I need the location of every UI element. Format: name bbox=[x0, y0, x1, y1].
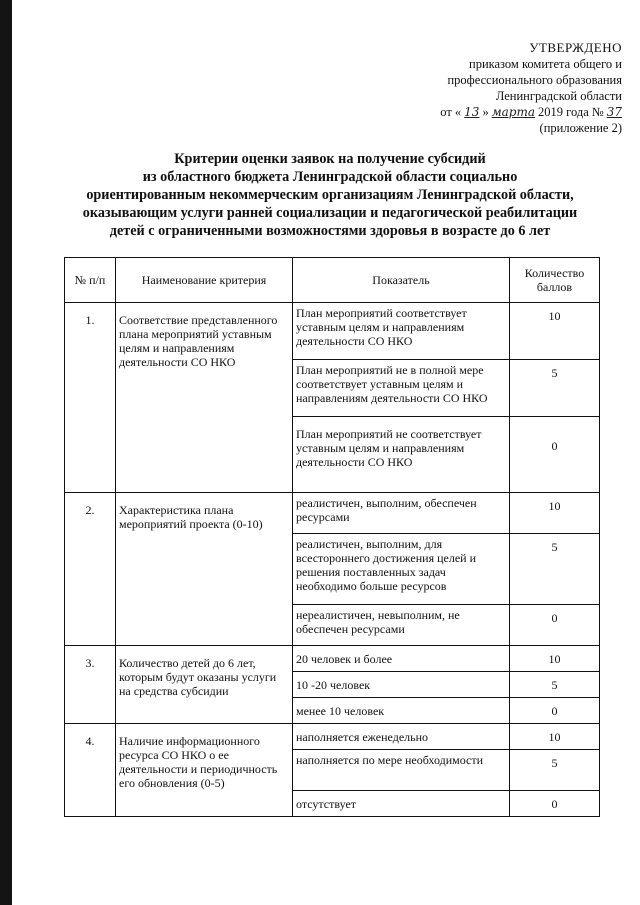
title-line-2: из областного бюджета Ленинградской области социально bbox=[142, 169, 518, 185]
approval-date-line bbox=[322, 104, 622, 120]
indicator-points: 5 bbox=[510, 534, 600, 605]
table-row bbox=[65, 724, 600, 750]
date-prefix: от « bbox=[440, 105, 462, 119]
criteria-table bbox=[64, 257, 600, 817]
indicator-text: План мероприятий не соответствует уставным целям и направлениям деятельности СО НКО bbox=[293, 417, 510, 493]
table-row bbox=[65, 493, 600, 534]
criterion-name: Количество детей до 6 лет, которым будут оказаны услуги на средства субсидии bbox=[116, 646, 293, 724]
table-header-row bbox=[65, 258, 600, 303]
date-month: марта bbox=[491, 105, 536, 119]
criterion-name: Наличие информационного ресурса СО НКО о ее деятельности и периодичность его обновления (0-5) bbox=[116, 724, 293, 817]
approval-block bbox=[322, 40, 622, 136]
title-line-5: детей с ограниченными возможностями здоровья в возрасте до 6 лет bbox=[109, 223, 551, 239]
indicator-points: 5 bbox=[510, 360, 600, 417]
indicator-text: наполняется по мере необходимости bbox=[293, 750, 510, 791]
indicator-points: 0 bbox=[510, 417, 600, 493]
approval-line-2: профессионального образования bbox=[447, 73, 622, 87]
indicator-text: План мероприятий не в полной мере соответствует уставным целям и направлениям деятельности СО НКО bbox=[293, 360, 510, 417]
date-day: 13 bbox=[464, 105, 480, 119]
indicator-text: реалистичен, выполним, для всестороннего достижения целей и решения поставленных задач необходимо больше ресурсов bbox=[293, 534, 510, 605]
indicator-text: План мероприятий соответствует уставным целям и направлениям деятельности СО НКО bbox=[293, 303, 510, 360]
approval-line-1: приказом комитета общего и bbox=[469, 57, 622, 71]
approved-label: УТВЕРЖДЕНО bbox=[529, 40, 622, 55]
indicator-text: нереалистичен, невыполним, не обеспечен ресурсами bbox=[293, 605, 510, 646]
approval-line-3: Ленинградской области bbox=[495, 89, 622, 103]
header-indicator: Показатель bbox=[293, 258, 510, 303]
header-number: № п/п bbox=[65, 258, 116, 303]
indicator-text: 20 человек и более bbox=[293, 646, 510, 672]
indicator-text: реалистичен, выполним, обеспечен ресурсами bbox=[293, 493, 510, 534]
table-row bbox=[65, 646, 600, 672]
indicator-points: 5 bbox=[510, 672, 600, 698]
appendix-label: (приложение 2) bbox=[539, 121, 622, 135]
criterion-number: 3. bbox=[65, 646, 116, 724]
criterion-name: Характеристика плана мероприятий проекта (0-10) bbox=[116, 493, 293, 646]
date-mid: » bbox=[482, 105, 489, 119]
indicator-points: 5 bbox=[510, 750, 600, 791]
date-year: 2019 года bbox=[538, 105, 589, 119]
indicator-points: 10 bbox=[510, 493, 600, 534]
indicator-points: 10 bbox=[510, 303, 600, 360]
indicator-points: 0 bbox=[510, 698, 600, 724]
scan-edge-strip bbox=[0, 0, 12, 905]
title-line-1: Критерии оценки заявок на получение субсидий bbox=[174, 151, 486, 167]
indicator-text: 10 -20 человек bbox=[293, 672, 510, 698]
indicator-points: 10 bbox=[510, 724, 600, 750]
indicator-points: 0 bbox=[510, 791, 600, 817]
order-number: 37 bbox=[606, 105, 622, 119]
criterion-number: 1. bbox=[65, 303, 116, 493]
order-number-prefix: № bbox=[591, 105, 604, 119]
indicator-points: 0 bbox=[510, 605, 600, 646]
header-criterion: Наименование критерия bbox=[116, 258, 293, 303]
criterion-name: Соответствие представленного плана мероприятий уставным целям и направлениям деятельности СО НКО bbox=[116, 303, 293, 493]
indicator-text: наполняется еженедельно bbox=[293, 724, 510, 750]
header-points: Количество баллов bbox=[510, 258, 600, 303]
indicator-points: 10 bbox=[510, 646, 600, 672]
table-row bbox=[65, 303, 600, 360]
indicator-text: отсутствует bbox=[293, 791, 510, 817]
title-line-4: оказывающим услуги ранней социализации и педагогической реабилитации bbox=[82, 205, 578, 221]
criterion-number: 2. bbox=[65, 493, 116, 646]
indicator-text: менее 10 человек bbox=[293, 698, 510, 724]
document-title bbox=[60, 150, 600, 240]
title-line-3: ориентированным некоммерческим организациям Ленинградской области, bbox=[86, 187, 574, 203]
criterion-number: 4. bbox=[65, 724, 116, 817]
